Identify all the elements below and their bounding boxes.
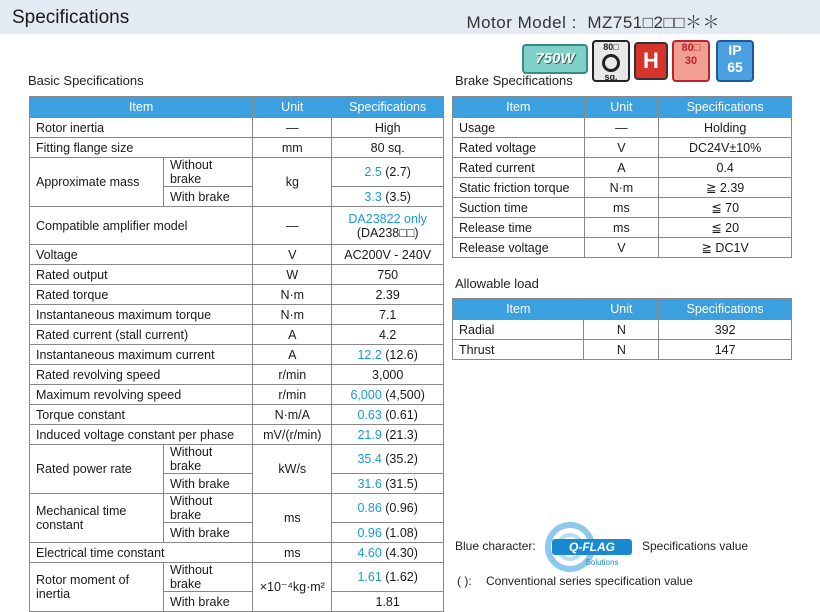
row-subitem: Without brake xyxy=(163,563,252,592)
conventional-value: (2.7) xyxy=(385,165,411,179)
legend-blue-text: Blue character xyxy=(455,539,533,553)
row-unit: A xyxy=(253,325,332,345)
table-row xyxy=(453,238,792,258)
row-item: Fitting flange size xyxy=(30,138,253,158)
row-unit: ×10⁻⁴kg·m² xyxy=(253,563,332,612)
row-spec xyxy=(332,345,444,365)
table-row xyxy=(30,138,444,158)
table-header-row xyxy=(453,299,792,320)
row-subitem: With brake xyxy=(163,187,252,207)
conventional-value: (4.30) xyxy=(385,545,418,560)
row-item: Release voltage xyxy=(453,238,585,258)
header-item: Item xyxy=(453,97,585,118)
row-unit: ― xyxy=(253,207,332,245)
conventional-value: (1.62) xyxy=(385,570,418,584)
row-item: Approximate mass xyxy=(30,158,164,207)
header-unit: Unit xyxy=(584,299,659,320)
table-row xyxy=(30,265,444,285)
legend-paren-label: ( ): xyxy=(457,574,472,588)
dimension-badge-icon xyxy=(672,40,710,82)
row-item: Usage xyxy=(453,118,585,138)
header-item: Item xyxy=(30,97,253,118)
table-row xyxy=(453,178,792,198)
row-subitem: With brake xyxy=(163,523,252,543)
row-spec xyxy=(332,474,444,494)
row-item: Suction time xyxy=(453,198,585,218)
row-item: Voltage xyxy=(30,245,253,265)
row-item: Rated current (stall current) xyxy=(30,325,253,345)
row-spec: ≦ 70 xyxy=(659,198,792,218)
table-row xyxy=(453,320,792,340)
row-item: Rated torque xyxy=(30,285,253,305)
brake-spec-table xyxy=(452,96,792,258)
row-item: Induced voltage constant per phase xyxy=(30,425,253,445)
row-unit: N·m xyxy=(253,305,332,325)
row-subitem: Without brake xyxy=(163,445,252,474)
table-row xyxy=(30,285,444,305)
row-unit: N xyxy=(584,320,659,340)
table-row xyxy=(30,118,444,138)
table-row xyxy=(453,218,792,238)
row-unit: V xyxy=(584,238,659,258)
row-spec xyxy=(332,425,444,445)
header-spec: Specifications xyxy=(659,299,792,320)
row-item: Instantaneous maximum torque xyxy=(30,305,253,325)
brake-spec-title: Brake Specifications xyxy=(455,73,573,88)
table-row xyxy=(30,158,444,187)
spec-value: 21.9 xyxy=(357,427,382,442)
ip-badge-bottom: 65 xyxy=(727,59,743,75)
spec-value: 12.2 xyxy=(357,347,382,362)
row-subitem: Without brake xyxy=(163,158,252,187)
row-spec: 147 xyxy=(659,340,792,360)
row-item: Mechanical time constant xyxy=(30,494,164,543)
row-spec: Holding xyxy=(659,118,792,138)
row-spec xyxy=(332,523,444,543)
conventional-value: (21.3) xyxy=(385,427,418,442)
spec-value: 0.96 xyxy=(357,525,382,540)
logo-subtext: Solutions xyxy=(585,558,619,567)
row-spec: 2.39 xyxy=(332,285,444,305)
dimension-badge-top: 80□ xyxy=(681,42,701,54)
row-item: Rated power rate xyxy=(30,445,164,494)
row-unit: r/min xyxy=(253,365,332,385)
flange-badge-label: 80□ xyxy=(603,42,619,52)
row-unit: r/min xyxy=(253,385,332,405)
spec-value: 0.86 xyxy=(357,501,382,515)
table-row xyxy=(30,494,444,523)
conventional-value: (35.2) xyxy=(385,452,418,466)
table-row xyxy=(453,198,792,218)
spec-value: 3.3 xyxy=(364,189,382,204)
conventional-value: (0.61) xyxy=(385,407,418,422)
logo-text: Q-FLAG xyxy=(569,540,615,554)
conventional-value: (0.96) xyxy=(385,501,418,515)
row-spec: 4.2 xyxy=(332,325,444,345)
row-item: Release time xyxy=(453,218,585,238)
row-item: Rotor inertia xyxy=(30,118,253,138)
header-unit: Unit xyxy=(584,97,659,118)
row-spec: ≧ DC1V xyxy=(659,238,792,258)
row-unit: N·m/A xyxy=(253,405,332,425)
row-spec: 3,000 xyxy=(332,365,444,385)
row-spec: AC200V - 240V xyxy=(332,245,444,265)
header-item: Item xyxy=(453,299,584,320)
motor-model-label: Motor Model : xyxy=(466,13,577,32)
basic-spec-title: Basic Specifications xyxy=(28,73,144,88)
row-spec xyxy=(332,207,444,245)
row-spec: 7.1 xyxy=(332,305,444,325)
row-item: Maximum revolving speed xyxy=(30,385,253,405)
spec-value: 6,000 xyxy=(350,387,382,402)
row-unit: V xyxy=(584,138,659,158)
row-item: Thrust xyxy=(453,340,584,360)
page-title: Specifications xyxy=(12,7,130,28)
row-item: Rated revolving speed xyxy=(30,365,253,385)
row-item: Rated output xyxy=(30,265,253,285)
row-spec xyxy=(332,405,444,425)
table-row xyxy=(453,118,792,138)
motor-model xyxy=(466,8,720,33)
table-row xyxy=(30,563,444,592)
table-row xyxy=(453,340,792,360)
table-row xyxy=(30,325,444,345)
table-row xyxy=(30,385,444,405)
row-subitem: With brake xyxy=(163,592,252,612)
row-item: Radial xyxy=(453,320,584,340)
table-row xyxy=(30,365,444,385)
spec-value: 4.60 xyxy=(357,545,382,560)
ip-badge-top: IP xyxy=(728,42,742,58)
table-row xyxy=(30,405,444,425)
row-unit: V xyxy=(253,245,332,265)
row-item: Rotor moment of inertia xyxy=(30,563,164,612)
row-unit: mV/(r/min) xyxy=(253,425,332,445)
ip-rating-badge-icon xyxy=(716,40,754,82)
spec-value: 2.5 xyxy=(364,165,382,179)
spec-value: 35.4 xyxy=(357,452,382,466)
row-item: Electrical time constant xyxy=(30,543,253,563)
allowable-load-table xyxy=(452,298,792,360)
table-row xyxy=(30,445,444,474)
row-spec xyxy=(332,563,444,592)
row-spec: High xyxy=(332,118,444,138)
row-spec xyxy=(332,543,444,563)
row-item: Rated current xyxy=(453,158,585,178)
spec-value: 0.63 xyxy=(357,407,382,422)
flange-badge-icon xyxy=(592,40,630,82)
table-row xyxy=(30,543,444,563)
conventional-value: (31.5) xyxy=(385,476,418,491)
row-item: Static friction torque xyxy=(453,178,585,198)
flange-badge-sub: sq. xyxy=(604,72,618,82)
disc-icon xyxy=(602,54,620,72)
row-unit: N xyxy=(584,340,659,360)
power-badge-icon: 750W xyxy=(522,44,588,74)
row-spec xyxy=(332,494,444,523)
row-unit: N·m xyxy=(584,178,659,198)
table-row xyxy=(453,138,792,158)
conventional-value: (12.6) xyxy=(385,347,418,362)
table-row xyxy=(453,158,792,178)
row-unit: kg xyxy=(253,158,332,207)
legend-colon: : xyxy=(532,539,536,553)
header-spec: Specifications xyxy=(659,97,792,118)
header-unit: Unit xyxy=(253,97,332,118)
row-unit: W xyxy=(253,265,332,285)
row-unit: ms xyxy=(253,543,332,563)
row-unit: ms xyxy=(584,218,659,238)
row-item: Instantaneous maximum current xyxy=(30,345,253,365)
conventional-value: (1.08) xyxy=(385,525,418,540)
row-spec: DC24V±10% xyxy=(659,138,792,158)
holding-brake-badge-icon: H xyxy=(634,42,668,80)
row-unit: ― xyxy=(253,118,332,138)
row-spec: 80 sq. xyxy=(332,138,444,158)
row-item: Torque constant xyxy=(30,405,253,425)
row-unit: ms xyxy=(253,494,332,543)
row-spec: 392 xyxy=(659,320,792,340)
row-spec xyxy=(332,187,444,207)
row-spec: ≧ 2.39 xyxy=(659,178,792,198)
row-item: Rated voltage xyxy=(453,138,585,158)
conventional-value: (3.5) xyxy=(385,189,411,204)
row-spec xyxy=(332,445,444,474)
row-spec xyxy=(332,158,444,187)
conventional-value: (4,500) xyxy=(385,387,425,402)
row-subitem: Without brake xyxy=(163,494,252,523)
row-unit: mm xyxy=(253,138,332,158)
row-spec: 750 xyxy=(332,265,444,285)
motor-model-code: MZ751□2□□＊＊ xyxy=(587,13,720,32)
table-row xyxy=(30,207,444,245)
row-item: Compatible amplifier model xyxy=(30,207,253,245)
row-subitem: With brake xyxy=(163,474,252,494)
load-title: Allowable load xyxy=(455,276,539,291)
table-header-row xyxy=(453,97,792,118)
legend-paren-desc: Conventional series specification value xyxy=(486,574,693,588)
row-spec xyxy=(332,385,444,405)
row-unit: ms xyxy=(584,198,659,218)
legend-blue-desc: Specifications value xyxy=(642,539,749,553)
row-unit: A xyxy=(253,345,332,365)
table-row xyxy=(30,305,444,325)
spec-value: 31.6 xyxy=(357,476,382,491)
spec-value: DA23822 only xyxy=(348,211,427,226)
table-header-row xyxy=(30,97,444,118)
row-unit: N·m xyxy=(253,285,332,305)
conventional-value: (DA238□□) xyxy=(356,225,419,240)
table-row xyxy=(30,425,444,445)
table-row xyxy=(30,245,444,265)
legend-blue-label xyxy=(455,539,536,553)
row-spec: ≦ 20 xyxy=(659,218,792,238)
row-unit: kW/s xyxy=(253,445,332,494)
row-spec: 0.4 xyxy=(659,158,792,178)
row-unit: ― xyxy=(584,118,659,138)
dimension-badge-bottom: 30 xyxy=(684,55,698,67)
row-spec: 1.81 xyxy=(332,592,444,612)
row-unit: A xyxy=(584,158,659,178)
header-spec: Specifications xyxy=(332,97,444,118)
table-row xyxy=(30,345,444,365)
basic-spec-table xyxy=(29,96,444,612)
q-flag-logo-icon xyxy=(544,521,636,575)
spec-value: 1.61 xyxy=(357,570,382,584)
